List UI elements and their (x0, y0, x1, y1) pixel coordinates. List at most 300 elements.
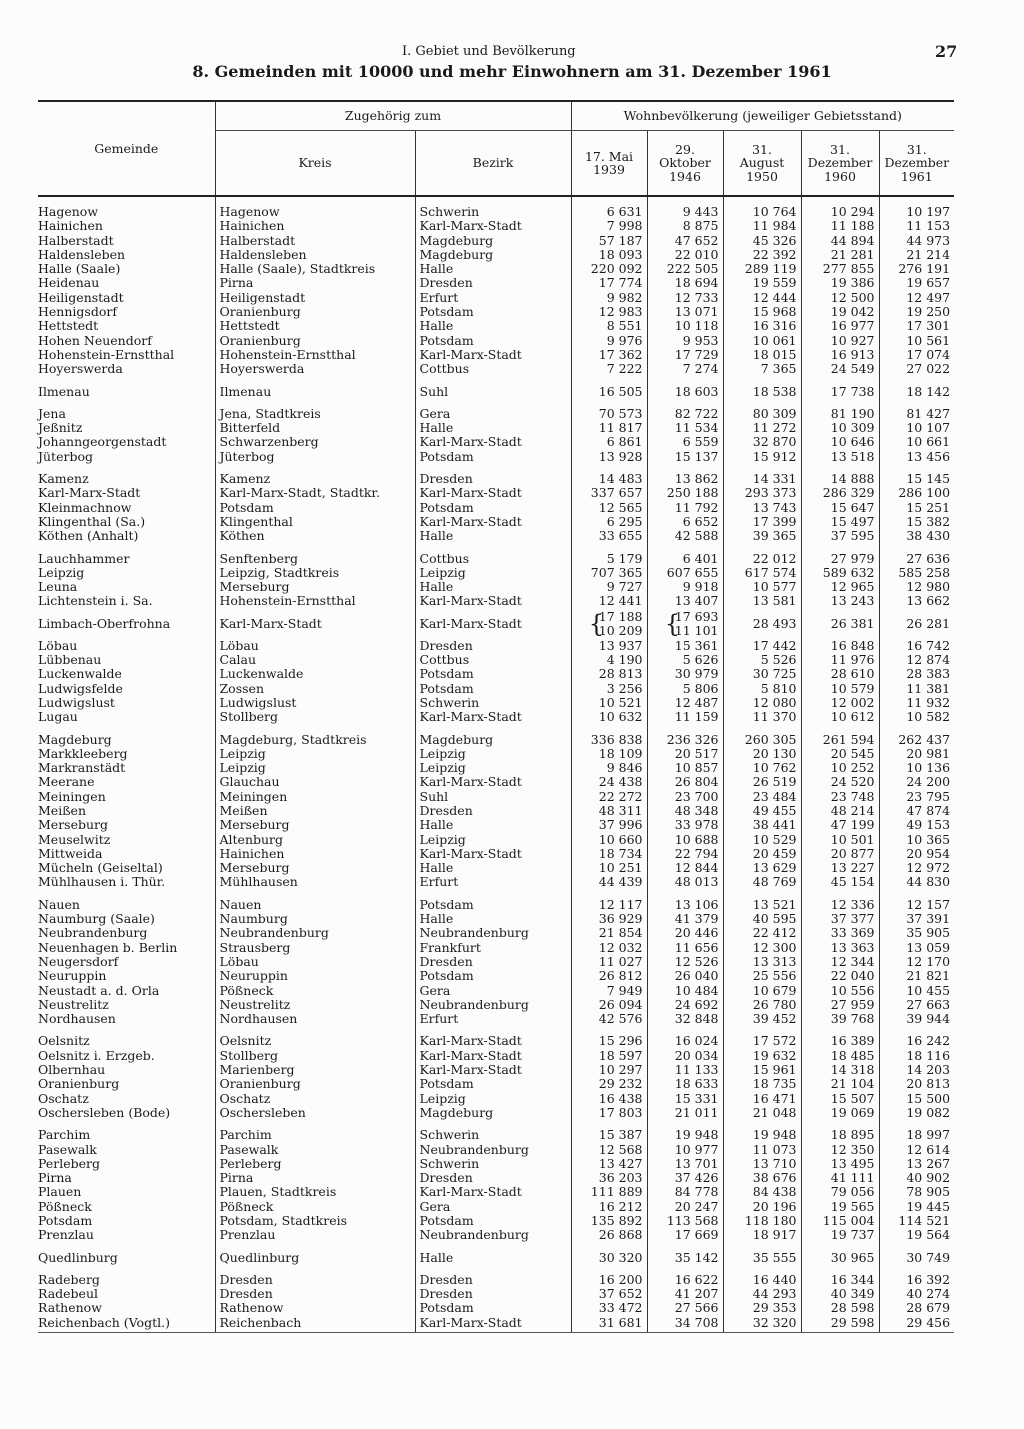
kreis-cell: Luckenwalde (215, 667, 415, 681)
table-row (38, 639, 954, 653)
value-1961-cell: 19 657 (879, 276, 954, 290)
value-1946-cell: 15 331 (647, 1092, 723, 1106)
value-1939-cell: 13 937 (571, 639, 647, 653)
value-1939-cell: 15 387 (571, 1120, 647, 1142)
value-1946-cell: 6 652 (647, 515, 723, 529)
value-1939-cell: 7 949 (571, 984, 647, 998)
col-header-1946 (647, 131, 723, 197)
value-1939-cell: 18 734 (571, 847, 647, 861)
value-1961-cell: 24 200 (879, 775, 954, 789)
value-1946-cell: 30 979 (647, 667, 723, 681)
value-1961-cell: 44 830 (879, 875, 954, 889)
value-1950-cell: 22 392 (723, 248, 801, 262)
gemeinde-cell: Pasewalk (38, 1141, 97, 1157)
value-1939-cell: 13 928 (571, 450, 647, 464)
table-row (38, 890, 954, 912)
value-1961-cell: 23 795 (879, 790, 954, 804)
value-1950-cell: 17 399 (723, 515, 801, 529)
gemeinde-cell: Leuna (38, 579, 78, 595)
value-1946-cell: 20 517 (647, 747, 723, 761)
value-1960-cell: 10 646 (801, 435, 879, 449)
table-row (38, 1063, 954, 1077)
value-1946-cell: 32 848 (647, 1012, 723, 1026)
value-1950-cell: 289 119 (723, 262, 801, 276)
bezirk-cell: Leipzig (415, 833, 571, 847)
value-1961-cell: 19 250 (879, 305, 954, 319)
value-1961-cell: 20 813 (879, 1077, 954, 1091)
value-1946-cell: 18 694 (647, 276, 723, 290)
value-1950-cell: 5 810 (723, 682, 801, 696)
table-row (38, 984, 954, 998)
value-1939-cell: 22 272 (571, 790, 647, 804)
value-1961-cell: 27 663 (879, 998, 954, 1012)
value-1960-cell: 21 104 (801, 1077, 879, 1091)
col-header-1961-month: Dezember (884, 155, 950, 171)
kreis-cell: Meiningen (215, 790, 415, 804)
kreis-cell: Merseburg (215, 580, 415, 594)
value-1939-cell: 12 117 (571, 890, 647, 912)
bezirk-cell: Halle (415, 421, 571, 435)
kreis-cell: Strausberg (215, 941, 415, 955)
value-1960-cell: 30 965 (801, 1243, 879, 1265)
value-1946-cell: 35 142 (647, 1243, 723, 1265)
value-1960-cell: 33 369 (801, 926, 879, 940)
value-1946-cell: 20 446 (647, 926, 723, 940)
value-1960-cell: 19 069 (801, 1106, 879, 1120)
value-1939-cell: 9 846 (571, 761, 647, 775)
value-1950-cell: 39 365 (723, 529, 801, 543)
gemeinde-cell: Leipzig (38, 564, 85, 580)
gemeinde-cell: Nauen (38, 896, 80, 912)
value-1939-cell: 33 655 (571, 529, 647, 543)
bezirk-cell: Potsdam (415, 1301, 571, 1315)
bezirk-cell: Potsdam (415, 334, 571, 348)
bezirk-cell: Potsdam (415, 1214, 571, 1228)
kreis-cell: Magdeburg, Stadtkreis (215, 725, 415, 747)
value-1961-cell: 13 662 (879, 594, 954, 608)
value-1950-cell: 19 559 (723, 276, 801, 290)
value-1950-cell: 11 370 (723, 710, 801, 724)
value-1950-cell: 18 015 (723, 348, 801, 362)
value-1960-cell: 10 294 (801, 196, 879, 219)
bezirk-cell: Leipzig (415, 761, 571, 775)
value-1950-cell: 10 679 (723, 984, 801, 998)
gemeinde-cell: Mücheln (Geiseltal) (38, 860, 163, 876)
value-1939-cell: 9 727 (571, 580, 647, 594)
bezirk-cell: Karl-Marx-Stadt (415, 515, 571, 529)
value-1939-cell: 17 803 (571, 1106, 647, 1120)
kreis-cell: Hagenow (215, 196, 415, 219)
value-1950-cell: 7 365 (723, 362, 801, 376)
value-1946-cell: 48 013 (647, 875, 723, 889)
table-row (38, 1077, 954, 1091)
kreis-cell: Pirna (215, 1171, 415, 1185)
value-1946-cell: 34 708 (647, 1316, 723, 1333)
kreis-cell: Bitterfeld (215, 421, 415, 435)
gemeinde-cell: Hagenow (38, 204, 99, 219)
value-1939-cell: 16 438 (571, 1092, 647, 1106)
kreis-cell: Leipzig (215, 747, 415, 761)
value-1961-cell: 10 365 (879, 833, 954, 847)
table-row (38, 421, 954, 435)
value-1960-cell: 28 610 (801, 667, 879, 681)
bezirk-cell: Erfurt (415, 1012, 571, 1026)
kreis-cell: Meißen (215, 804, 415, 818)
gemeinde-cell: Quedlinburg (38, 1249, 118, 1265)
bezirk-cell: Dresden (415, 1265, 571, 1287)
value-1939-cell: 37 652 (571, 1287, 647, 1301)
value-1960-cell: 45 154 (801, 875, 879, 889)
value-1939-cell: 6 861 (571, 435, 647, 449)
value-1960-cell: 41 111 (801, 1171, 879, 1185)
col-header-1960-day: 31. (830, 141, 850, 157)
value-1960-cell: 12 350 (801, 1143, 879, 1157)
value-1961-cell: 47 874 (879, 804, 954, 818)
value-1960-cell: 19 386 (801, 276, 879, 290)
value-1960-cell: 81 190 (801, 399, 879, 421)
value-1950-cell: 18 735 (723, 1077, 801, 1091)
bezirk-cell: Karl-Marx-Stadt (415, 1316, 571, 1333)
value-1946-cell: 26 804 (647, 775, 723, 789)
value-1960-cell: 14 318 (801, 1063, 879, 1077)
value-1960-cell: 16 848 (801, 639, 879, 653)
table-row (38, 761, 954, 775)
kreis-cell: Hettstedt (215, 319, 415, 333)
kreis-cell: Kamenz (215, 464, 415, 486)
gemeinde-cell: Lübbenau (38, 652, 102, 668)
value-1939-cell: 5 179 (571, 544, 647, 566)
running-header (0, 22, 1024, 61)
value-1939-cell: 16 212 (571, 1200, 647, 1214)
kreis-cell: Haldensleben (215, 248, 415, 262)
value-1960-cell: 10 612 (801, 710, 879, 724)
table-row (38, 1012, 954, 1026)
kreis-cell: Oranienburg (215, 305, 415, 319)
value-1961-cell: 286 100 (879, 486, 954, 500)
table-row (38, 1287, 954, 1301)
gemeinde-cell: Jena (38, 405, 66, 421)
value-1939-cell: 10 251 (571, 861, 647, 875)
kreis-cell: Glauchau (215, 775, 415, 789)
table-row (38, 276, 954, 290)
value-1950-cell: 10 577 (723, 580, 801, 594)
value-1961-cell: 40 274 (879, 1287, 954, 1301)
bezirk-cell: Schwerin (415, 196, 571, 219)
value-1946-cell: 607 655 (647, 566, 723, 580)
value-1960-cell: 13 363 (801, 941, 879, 955)
value-1961-cell: 16 242 (879, 1026, 954, 1048)
bezirk-cell: Magdeburg (415, 1106, 571, 1120)
value-1961-cell: 11 381 (879, 682, 954, 696)
value-1946-cell: 11 133 (647, 1063, 723, 1077)
value-1961-cell: 12 972 (879, 861, 954, 875)
value-1946-cell: 41 379 (647, 912, 723, 926)
value-1961-cell: 21 214 (879, 248, 954, 262)
value-1946-cell: 47 652 (647, 234, 723, 248)
col-header-1961-year: 1961 (900, 168, 933, 184)
value-1939-cell: 10 632 (571, 710, 647, 724)
brace-glyph: { (588, 609, 605, 638)
kreis-cell: Hoyerswerda (215, 362, 415, 376)
value-1961-cell: 19 082 (879, 1106, 954, 1120)
table-row (38, 362, 954, 376)
value-1939-cell: 36 929 (571, 912, 647, 926)
value-1939-cell: 17 774 (571, 276, 647, 290)
bezirk-cell: Halle (415, 1243, 571, 1265)
value-1946-cell-part-a: 17 693 (674, 608, 719, 624)
value-1950-cell: 12 080 (723, 696, 801, 710)
value-1946-cell-part-b: 11 101 (674, 622, 719, 638)
bezirk-cell: Karl-Marx-Stadt (415, 435, 571, 449)
value-1950-cell: 48 769 (723, 875, 801, 889)
value-1950-cell: 10 529 (723, 833, 801, 847)
value-1960-cell: 39 768 (801, 1012, 879, 1026)
value-1961-cell: 12 157 (879, 890, 954, 912)
bezirk-cell: Halle (415, 319, 571, 333)
gemeinde-cell: Rathenow (38, 1300, 102, 1316)
kreis-cell: Oschatz (215, 1092, 415, 1106)
value-1961-cell: 14 203 (879, 1063, 954, 1077)
bezirk-cell: Cottbus (415, 544, 571, 566)
value-1946-cell: 22 010 (647, 248, 723, 262)
table-row (38, 305, 954, 319)
kreis-cell: Halle (Saale), Stadtkreis (215, 262, 415, 276)
value-1950-cell: 25 556 (723, 969, 801, 983)
gemeinde-cell: Hainichen (38, 218, 103, 234)
col-header-kreis: Kreis (215, 131, 415, 197)
gemeinde-cell: Meerane (38, 774, 95, 790)
table-row (38, 219, 954, 233)
kreis-cell: Halberstadt (215, 234, 415, 248)
bezirk-cell: Dresden (415, 276, 571, 290)
gemeinde-cell: Plauen (38, 1184, 82, 1200)
value-1960-cell: 115 004 (801, 1214, 879, 1228)
value-1960-cell: 10 309 (801, 421, 879, 435)
value-1960-cell: 18 485 (801, 1049, 879, 1063)
col-header-1950-month: August (739, 155, 785, 171)
kreis-cell: Jena, Stadtkreis (215, 399, 415, 421)
value-1939-cell: 12 032 (571, 941, 647, 955)
value-1960-cell: 27 979 (801, 544, 879, 566)
value-1946-cell: 20 034 (647, 1049, 723, 1063)
bezirk-cell: Potsdam (415, 1077, 571, 1091)
value-1961-cell: 21 821 (879, 969, 954, 983)
gemeinde-cell: Johanngeorgenstadt (38, 434, 167, 450)
value-1960-cell: 29 598 (801, 1316, 879, 1333)
value-1961-cell: 28 679 (879, 1301, 954, 1315)
value-1950-cell: 617 574 (723, 566, 801, 580)
value-1950-cell: 49 455 (723, 804, 801, 818)
value-1961-cell: 16 742 (879, 639, 954, 653)
value-1960-cell: 10 556 (801, 984, 879, 998)
bezirk-cell: Karl-Marx-Stadt (415, 609, 571, 639)
gemeinde-cell: Oelsnitz (38, 1033, 90, 1049)
kreis-cell: Mühlhausen (215, 875, 415, 889)
value-1946-cell (647, 609, 723, 639)
gemeinde-cell: Naumburg (Saale) (38, 911, 155, 927)
value-1961-cell: 10 661 (879, 435, 954, 449)
value-1950-cell: 19 948 (723, 1120, 801, 1142)
value-1961-cell: 20 981 (879, 747, 954, 761)
value-1961-cell: 12 980 (879, 580, 954, 594)
value-1946-cell: 37 426 (647, 1171, 723, 1185)
value-1961-cell: 12 497 (879, 291, 954, 305)
value-1960-cell: 12 002 (801, 696, 879, 710)
bezirk-cell: Halle (415, 262, 571, 276)
bezirk-cell: Karl-Marx-Stadt (415, 594, 571, 608)
table-row (38, 580, 954, 594)
table-row (38, 912, 954, 926)
value-1946-cell: 11 656 (647, 941, 723, 955)
value-1946-cell: 222 505 (647, 262, 723, 276)
bezirk-cell: Karl-Marx-Stadt (415, 348, 571, 362)
section-title: I. Gebiet und Bevölkerung (402, 44, 576, 59)
value-1946-cell: 84 778 (647, 1185, 723, 1199)
gemeinde-cell: Olbernhau (38, 1062, 106, 1078)
value-1961-cell: 12 614 (879, 1143, 954, 1157)
kreis-cell: Nordhausen (215, 1012, 415, 1026)
table-row (38, 435, 954, 449)
value-1960-cell: 261 594 (801, 725, 879, 747)
value-1946-cell: 27 566 (647, 1301, 723, 1315)
kreis-cell: Ilmenau (215, 377, 415, 399)
value-1960-cell: 17 738 (801, 377, 879, 399)
value-1950-cell: 21 048 (723, 1106, 801, 1120)
value-1946-cell: 13 106 (647, 890, 723, 912)
value-1939-cell: 14 483 (571, 464, 647, 486)
value-1960-cell: 10 252 (801, 761, 879, 775)
value-1946-cell: 48 348 (647, 804, 723, 818)
value-1946-cell: 9 443 (647, 196, 723, 219)
value-1950-cell: 10 061 (723, 334, 801, 348)
bezirk-cell: Halle (415, 818, 571, 832)
col-header-1960-month: Dezember (807, 155, 873, 171)
gemeinde-cell: Merseburg (38, 817, 109, 833)
value-1946-cell: 13 862 (647, 464, 723, 486)
value-1946-cell: 22 794 (647, 847, 723, 861)
kreis-cell: Oranienburg (215, 1077, 415, 1091)
bezirk-cell: Potsdam (415, 450, 571, 464)
gemeinde-cell: Ludwigsfelde (38, 680, 123, 696)
table-row (38, 1301, 954, 1315)
value-1950-cell: 16 471 (723, 1092, 801, 1106)
value-1950-cell: 38 441 (723, 818, 801, 832)
value-1950-cell: 14 331 (723, 464, 801, 486)
bezirk-cell: Potsdam (415, 501, 571, 515)
value-1950-cell: 38 676 (723, 1171, 801, 1185)
kreis-cell: Oelsnitz (215, 1026, 415, 1048)
table-row (38, 747, 954, 761)
table-row (38, 529, 954, 543)
value-1939-cell: 4 190 (571, 653, 647, 667)
value-1961-cell: 585 258 (879, 566, 954, 580)
value-1939-cell: 13 427 (571, 1157, 647, 1171)
table-row (38, 377, 954, 399)
table-row (38, 1049, 954, 1063)
value-1946-cell: 10 688 (647, 833, 723, 847)
kreis-cell: Karl-Marx-Stadt (215, 609, 415, 639)
value-1960-cell: 13 495 (801, 1157, 879, 1171)
value-1960-cell: 16 977 (801, 319, 879, 333)
value-1946-cell: 23 700 (647, 790, 723, 804)
gemeinde-cell: Parchim (38, 1127, 91, 1143)
kreis-cell: Potsdam (215, 501, 415, 515)
col-header-1946-day: 29. (675, 141, 695, 157)
value-1950-cell: 16 316 (723, 319, 801, 333)
value-1960-cell: 23 748 (801, 790, 879, 804)
kreis-cell: Calau (215, 653, 415, 667)
gemeinde-cell: Neuruppin (38, 968, 107, 984)
gemeinde-cell: Luckenwalde (38, 666, 122, 682)
value-1961-cell: 13 456 (879, 450, 954, 464)
value-1960-cell: 16 389 (801, 1026, 879, 1048)
value-1950-cell: 22 012 (723, 544, 801, 566)
gemeinde-cell: Limbach-Oberfrohna (38, 615, 171, 631)
value-1939-cell: 26 094 (571, 998, 647, 1012)
value-1960-cell: 37 595 (801, 529, 879, 543)
table-row (38, 1120, 954, 1142)
value-1950-cell: 44 293 (723, 1287, 801, 1301)
value-1961-cell: 18 142 (879, 377, 954, 399)
value-1946-cell: 42 588 (647, 529, 723, 543)
value-1939-cell: 3 256 (571, 682, 647, 696)
gemeinde-cell: Lugau (38, 709, 78, 725)
value-1946-cell: 12 844 (647, 861, 723, 875)
value-1939-cell: 15 296 (571, 1026, 647, 1048)
value-1950-cell: 10 764 (723, 196, 801, 219)
value-1939-cell-stack (589, 610, 643, 638)
value-1950-cell: 118 180 (723, 1214, 801, 1228)
value-1960-cell: 37 377 (801, 912, 879, 926)
kreis-cell: Perleberg (215, 1157, 415, 1171)
gemeinde-cell: Klingenthal (Sa.) (38, 513, 146, 529)
value-1950-cell: 80 309 (723, 399, 801, 421)
value-1960-cell: 28 598 (801, 1301, 879, 1315)
value-1950-cell: 5 526 (723, 653, 801, 667)
gemeinde-cell: Lichtenstein i. Sa. (38, 593, 153, 609)
value-1950-cell: 32 870 (723, 435, 801, 449)
table-row (38, 847, 954, 861)
kreis-cell: Reichenbach (215, 1316, 415, 1333)
gemeinde-cell: Oschatz (38, 1090, 89, 1106)
value-1939-cell: 9 976 (571, 334, 647, 348)
bezirk-cell: Dresden (415, 1171, 571, 1185)
bezirk-cell: Potsdam (415, 305, 571, 319)
table-row (38, 725, 954, 747)
value-1946-cell: 9 953 (647, 334, 723, 348)
value-1960-cell: 12 500 (801, 291, 879, 305)
value-1950-cell: 35 555 (723, 1243, 801, 1265)
gemeinde-cell: Lauchhammer (38, 550, 130, 566)
value-1946-cell: 236 326 (647, 725, 723, 747)
value-1946-cell: 26 040 (647, 969, 723, 983)
kreis-cell: Ludwigslust (215, 696, 415, 710)
col-header-1960 (801, 131, 879, 197)
value-1961-cell: 10 561 (879, 334, 954, 348)
table-row (38, 998, 954, 1012)
value-1961-cell: 19 445 (879, 1200, 954, 1214)
bezirk-cell: Erfurt (415, 291, 571, 305)
value-1961-cell: 78 905 (879, 1185, 954, 1199)
value-1939-cell: 707 365 (571, 566, 647, 580)
kreis-cell: Oschersleben (215, 1106, 415, 1120)
bezirk-cell: Karl-Marx-Stadt (415, 219, 571, 233)
value-1960-cell: 12 965 (801, 580, 879, 594)
gemeinde-cell: Reichenbach (Vogtl.) (38, 1316, 215, 1333)
bezirk-cell: Neubrandenburg (415, 926, 571, 940)
value-1960-cell: 47 199 (801, 818, 879, 832)
value-1950-cell: 40 595 (723, 912, 801, 926)
